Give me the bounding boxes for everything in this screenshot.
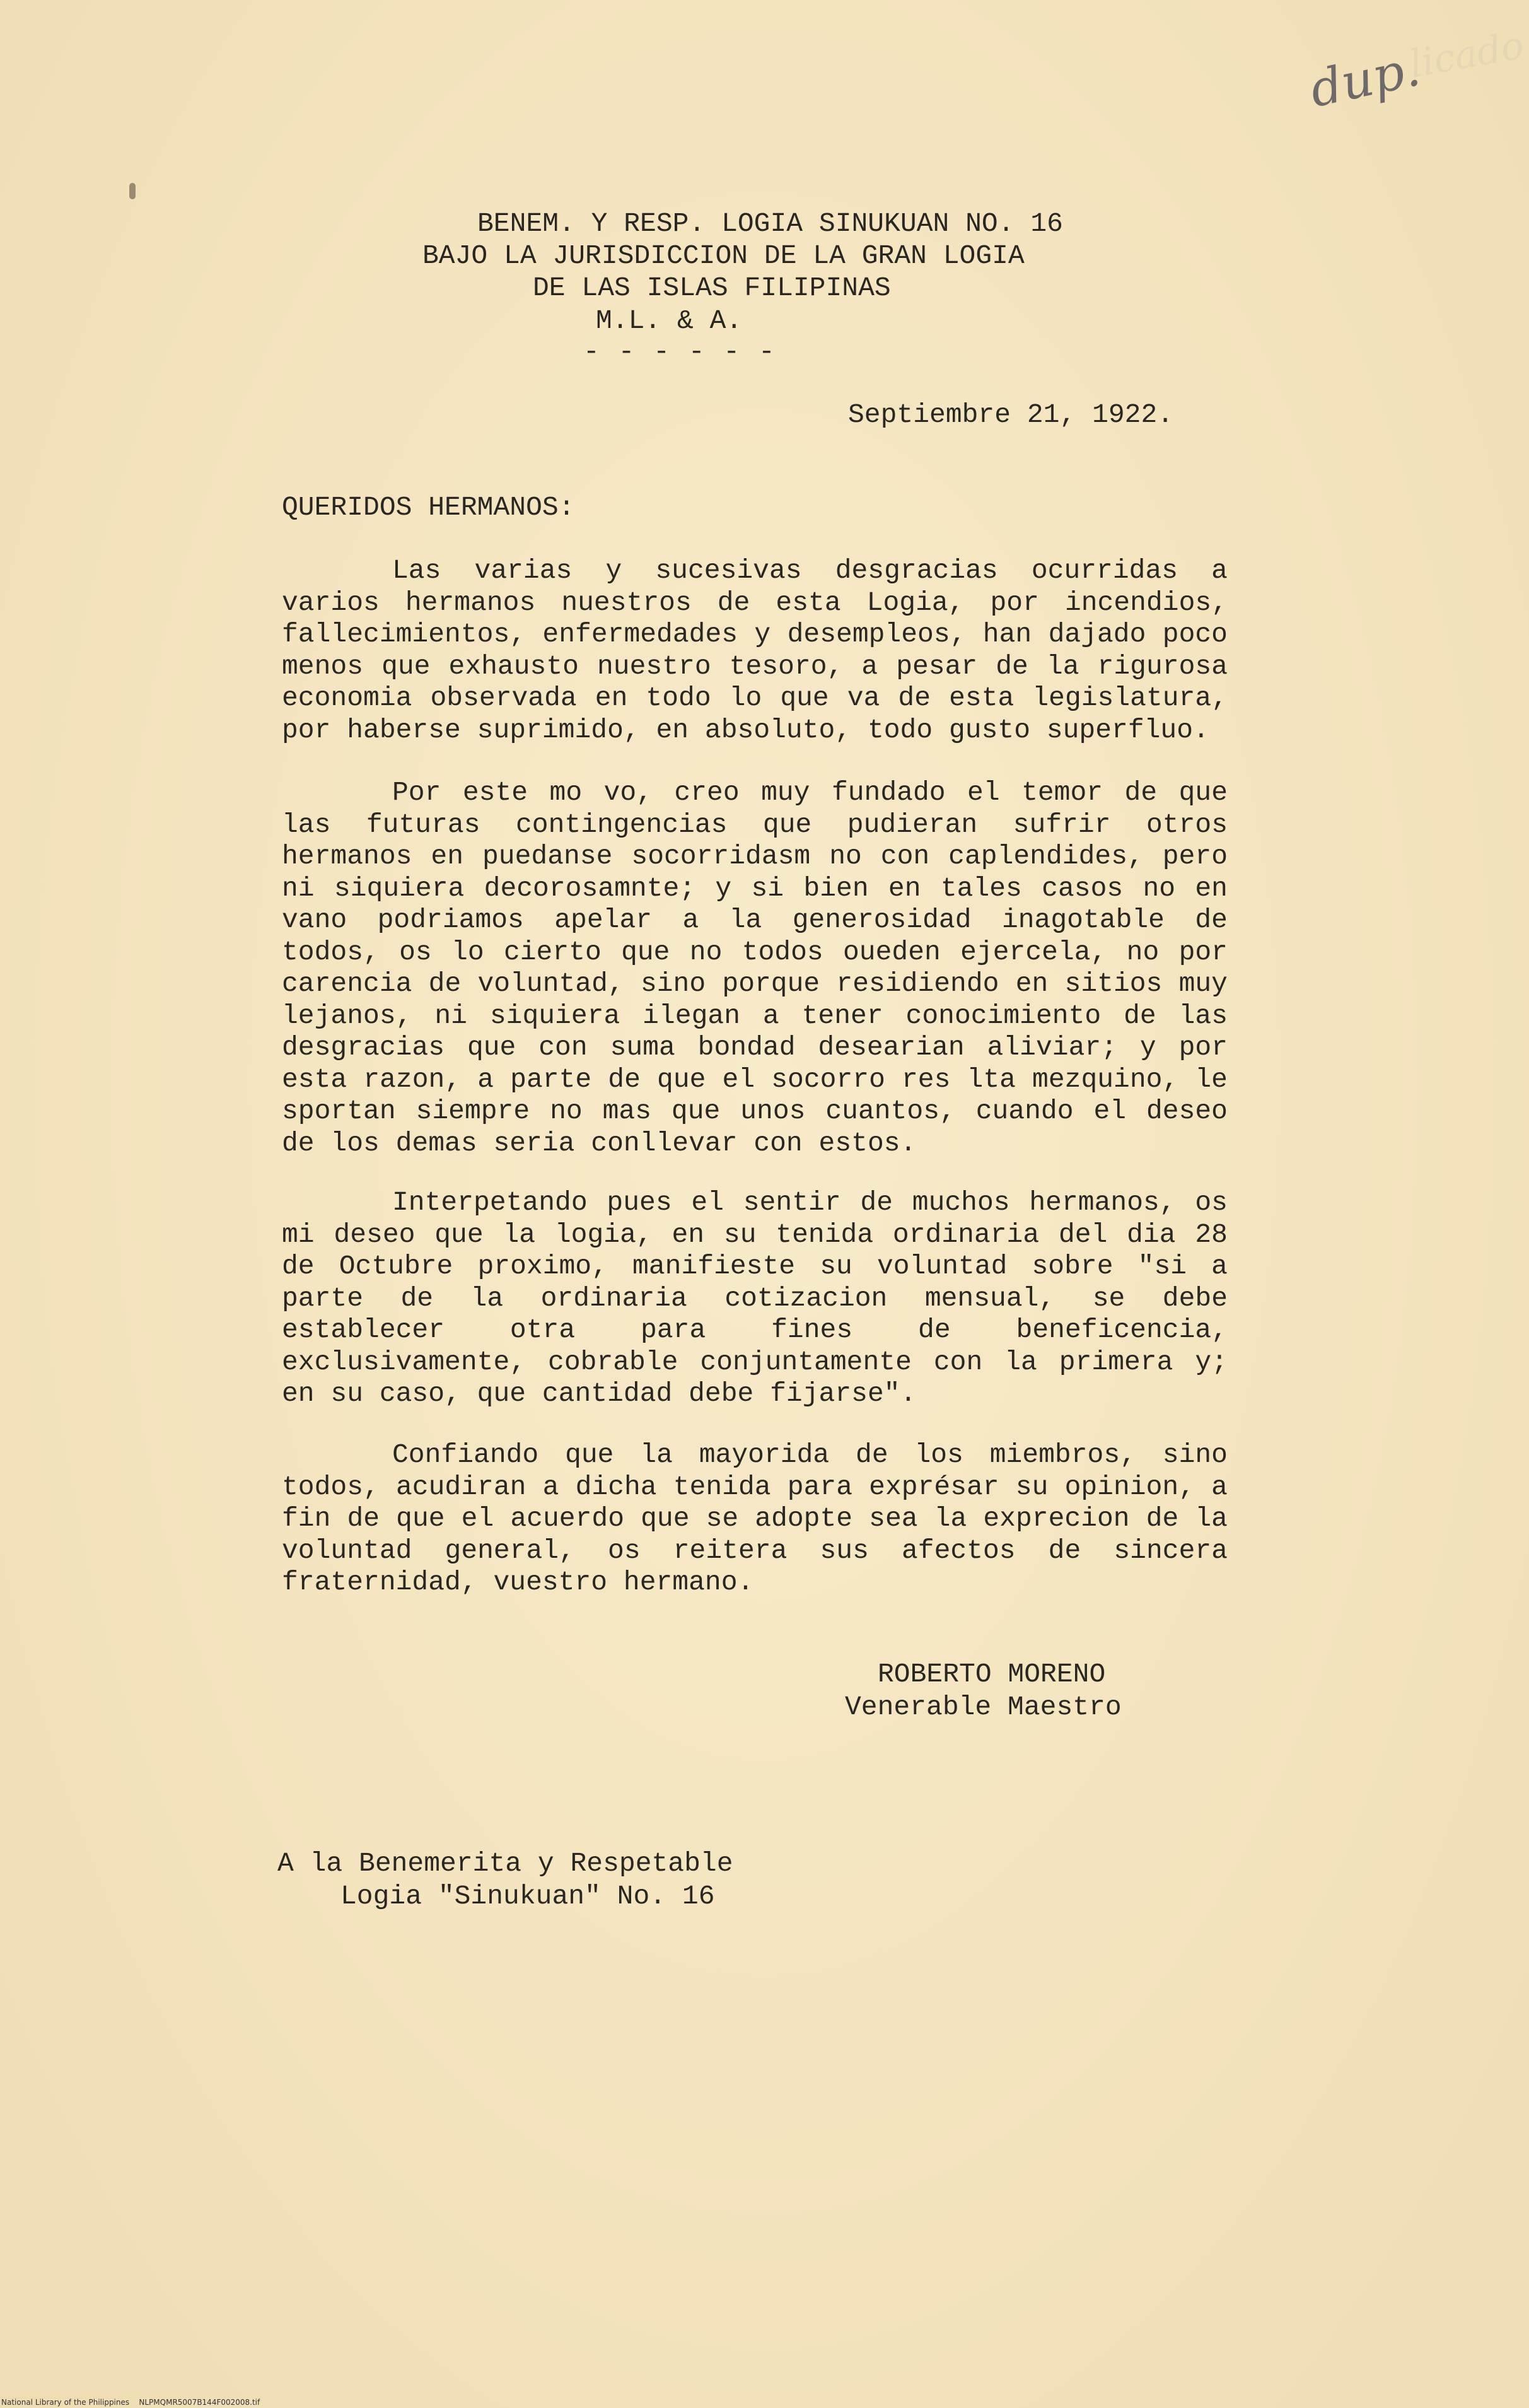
paragraph-4-text: Confiando que la mayorida de los miembros, sino todos, acudiran a dicha tenida para exprésar su opinion, a fin de que el acuerdo que se adopte sea la exprecion de la voluntad general, os reitera sus afectos de sincera fraternidad, vuestro hermano.: [282, 1439, 1228, 1598]
addressee-line-2: Logia "Sinukuan" No. 16: [340, 1881, 715, 1912]
signature-title: Venerable Maestro: [845, 1692, 1122, 1722]
handwritten-annotation: dup.: [1305, 40, 1425, 119]
header-line-4: M.L. & A.: [596, 305, 743, 336]
paragraph-4: [282, 1439, 1228, 1599]
letter-date: Septiembre 21, 1922.: [848, 399, 1174, 430]
header-line-3: DE LAS ISLAS FILIPINAS: [533, 272, 891, 303]
signature-name: ROBERTO MORENO: [878, 1659, 1106, 1690]
paragraph-3-text: Interpetando pues el sentir de muchos hermanos, os mi deseo que la logia, en su tenida ordinaria del dia 28 de Octubre proximo, manifieste su voluntad sobre "si a parte de la ordinaria cotizacion mensual, se debe establecer otra para fines de beneficencia, exclusivamente, cobrable conjuntamente con la primera y; en su caso, que cantidad debe fijarse".: [282, 1187, 1228, 1409]
faint-annotation-mark: licado: [1406, 23, 1527, 87]
header-divider: - - - - - -: [583, 336, 776, 367]
paragraph-1: [282, 555, 1228, 746]
header-line-1: BENEM. Y RESP. LOGIA SINUKUAN NO. 16: [477, 208, 1063, 239]
archive-footer: National Library of the Philippines NLPMQMR5007B144F002008.tif: [1, 2398, 260, 2407]
paragraph-2-text: Por este mo vo, creo muy fundado el temor de que las futuras contingencias que pudieran sufrir otros hermanos en puedanse socorridasm no con caplendides, pero ni siquiera decorosamnte; y si bien en tales casos no en vano podriamos apelar a la generosidad inagotable de todos, os lo cierto que no todos oueden ejercela, no por carencia de voluntad, sino porque residiendo en sitios muy lejanos, ni siquiera ilegan a tener conocimiento de las desgracias que con suma bondad desearian aliviar; y por esta razon, a parte de que el socorro res lta mezquino, le sportan siempre no mas que unos cuantos, cuando el deseo de los demas seria conllevar con estos.: [282, 777, 1228, 1159]
paragraph-3: [282, 1187, 1228, 1410]
header-line-2: BAJO LA JURISDICCION DE LA GRAN LOGIA: [422, 240, 1025, 271]
paragraph-2: [282, 777, 1228, 1159]
salutation: QUERIDOS HERMANOS:: [282, 492, 575, 523]
paragraph-1-text: Las varias y sucesivas desgracias ocurridas a varios hermanos nuestros de esta Logia, por incendios, fallecimientos, enfermedades y desempleos, han dajado poco menos que exhausto nuestro tesoro, a pesar de la rigurosa economia observada en todo lo que va de esta legislatura, por haberse suprimido, en absoluto, todo gusto superfluo.: [282, 555, 1228, 745]
addressee-line-1: A la Benemerita y Respetable: [277, 1848, 733, 1879]
paper-mark: [129, 183, 136, 199]
